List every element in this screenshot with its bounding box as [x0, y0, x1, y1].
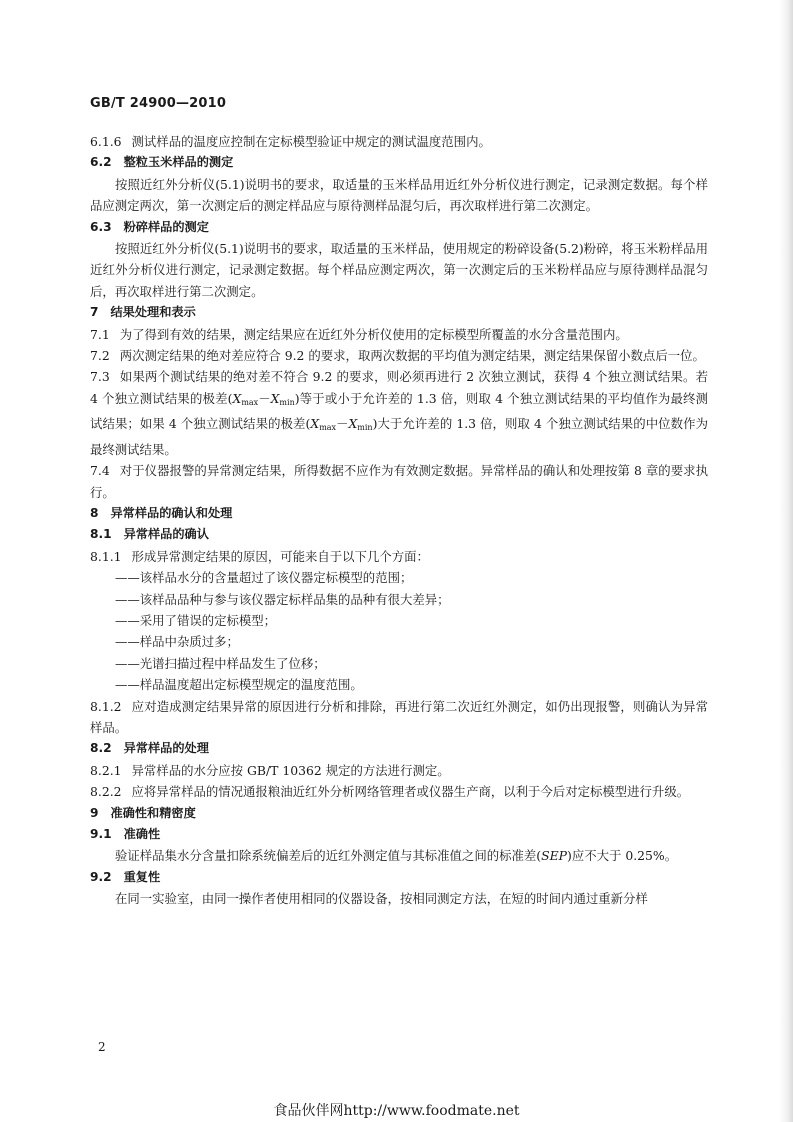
heading-title: 异常样品的确认	[123, 527, 209, 542]
clause-number: 8.2.1	[90, 762, 122, 778]
clause-text: 应将异常样品的情况通报粮油近红外分析网络管理者或仪器生产商，以利于今后对定标模型进行升级。	[131, 784, 690, 800]
clause-6-1-6	[90, 131, 708, 152]
scan-edge-shadow	[779, 0, 793, 1122]
x-symbol: X	[348, 416, 358, 432]
max-subscript: max	[319, 423, 337, 433]
clause-number: 8.2.2	[90, 784, 122, 800]
clause-text-part2: )等于或小于允许差的 1.3 倍，则取 4 个独立测试结果的平均值作为最终测试结果；如果 4 个独立测试结果的极差(	[90, 390, 709, 432]
chapter-number: 8	[90, 505, 99, 520]
chapter-title: 结果处理和表示	[110, 305, 196, 320]
list-item: ——样品温度超出定标模型规定的温度范围。	[115, 677, 363, 693]
minus-sign: －	[258, 390, 271, 406]
paragraph-9-2: 在同一实验室，由同一操作者使用相同的仪器设备，按相同测定方法，在短的时间内通过重新分样	[115, 891, 648, 907]
paragraph-6-2: 按照近红外分析仪(5.1)说明书的要求，取适量的玉米样品用近红外分析仪进行测定，记录测定数据。每个样品应测定两次，第一次测定后的测定样品应与原待测样品混匀后，再次取样进行第二次测定。	[90, 176, 708, 214]
list-item: ——采用了错误的定标模型；	[115, 612, 277, 628]
heading-title: 异常样品的处理	[123, 741, 209, 756]
page-number: 2	[98, 1040, 106, 1054]
chapter-title: 准确性和精密度	[110, 805, 196, 820]
heading-8-2	[90, 738, 708, 759]
heading-number: 8.1	[90, 527, 112, 542]
paragraph-9-1	[90, 845, 708, 866]
clause-number: 7.4	[90, 463, 110, 479]
heading-9-2	[90, 867, 708, 888]
list-item: ——样品中杂质过多；	[115, 634, 239, 650]
paragraph-text-part2: )应不大于 0.25%。	[567, 848, 678, 864]
clause-text-part3: )大于允许差的 1.3 倍，则取 4 个独立测试结果的中位数作为最终测试结果。	[90, 416, 708, 457]
standard-number: GB/T 24900—2010	[90, 96, 227, 111]
heading-number: 6.2	[90, 155, 112, 170]
heading-title: 粉碎样品的测定	[123, 219, 209, 234]
clause-text: 应对造成测定结果异常的原因进行分析和排除，再进行第二次近红外测定，如仍出现报警，则确认为异常样品。	[90, 698, 708, 735]
list-item: ——该样品品种与参与该仪器定标样品集的品种有很大差异；	[115, 591, 450, 607]
x-symbol: X	[270, 390, 280, 406]
clause-8-1-2	[90, 696, 708, 739]
heading-number: 9.2	[90, 869, 112, 884]
clause-7-2	[90, 345, 708, 366]
heading-number: 9.1	[90, 827, 112, 841]
list-item: ——光谱扫描过程中样品发生了位移；	[115, 655, 326, 671]
chapter-number: 9	[90, 805, 99, 820]
min-subscript: min	[357, 423, 373, 433]
heading-title: 重复性	[123, 869, 161, 884]
chapter-8-heading	[90, 503, 708, 524]
chapter-title: 异常样品的确认和处理	[110, 505, 233, 520]
heading-9-1	[90, 824, 708, 845]
clause-7-1	[90, 324, 708, 345]
heading-6-2	[90, 152, 708, 173]
heading-6-3	[90, 217, 708, 238]
clause-text: 测试样品的温度应控制在定标模型验证中规定的测试温度范围内。	[131, 134, 491, 149]
clause-text: 异常样品的水分应按 GB/T 10362 规定的方法进行测定。	[131, 762, 450, 778]
chapter-number: 7	[90, 305, 99, 320]
paragraph-6-3: 按照近红外分析仪(5.1)说明书的要求，取适量的玉米样品，使用规定的粉碎设备(5.2)粉碎，将玉米粉样品用近红外分析仪进行测定，记录测定数据。每个样品应测定两次，第一次测定后的玉米粉样品应与原待测样品混匀后，再次取样进行第二次测定。	[90, 241, 708, 299]
document-body	[90, 131, 708, 910]
clause-7-3	[90, 366, 708, 460]
clause-number: 8.1.1	[90, 548, 122, 564]
heading-title: 准确性	[123, 827, 161, 841]
clause-8-2-2	[90, 781, 708, 802]
heading-title: 整粒玉米样品的测定	[123, 155, 234, 170]
clause-text: 为了得到有效的结果，测定结果应在近红外分析仪使用的定标模型所覆盖的水分含量范围内。	[119, 326, 628, 342]
chapter-7-heading	[90, 302, 708, 323]
clause-number: 7.2	[90, 348, 110, 364]
clause-number: 7.3	[90, 369, 110, 385]
clause-7-4	[90, 460, 708, 503]
clause-8-2-1	[90, 760, 708, 781]
list-item: ——该样品水分的含量超过了该仪器定标模型的范围；	[115, 570, 413, 586]
min-subscript: min	[279, 397, 295, 407]
clause-number: 6.1.6	[90, 134, 122, 149]
x-symbol: X	[232, 390, 242, 406]
clause-number: 8.1.2	[90, 698, 122, 714]
clause-text: 形成异常测定结果的原因，可能来自于以下几个方面：	[131, 548, 429, 564]
max-subscript: max	[241, 397, 259, 407]
clause-8-1-1	[90, 546, 708, 567]
clause-text: 对于仪器报警的异常测定结果，所得数据不应作为有效测定数据。异常样品的确认和处理按第 8 章的要求执行。	[90, 463, 708, 500]
paragraph-text-part1: 验证样品集水分含量扣除系统偏差后的近红外测定值与其标准值之间的标准差(	[115, 848, 542, 864]
heading-number: 8.2	[90, 741, 112, 756]
chapter-9-heading	[90, 803, 708, 824]
x-symbol: X	[310, 416, 320, 432]
watermark-text: 食品伙伴网http://www.foodmate.net	[273, 1103, 520, 1119]
heading-8-1	[90, 524, 708, 545]
sep-symbol: SEP	[541, 848, 567, 864]
clause-text-part1: 如果两个测试结果的绝对差不符合 9.2 的要求，则必须再进行 2 次独立测试，获得 4 个独立测试结果。若 4 个独立测试结果的极差(	[90, 369, 708, 406]
clause-text: 两次测定结果的绝对差应符合 9.2 的要求，取两次数据的平均值为测定结果，测定结果保留小数点后一位。	[119, 348, 705, 364]
heading-number: 6.3	[90, 219, 112, 234]
clause-number: 7.1	[90, 326, 110, 342]
minus-sign: －	[336, 416, 349, 432]
